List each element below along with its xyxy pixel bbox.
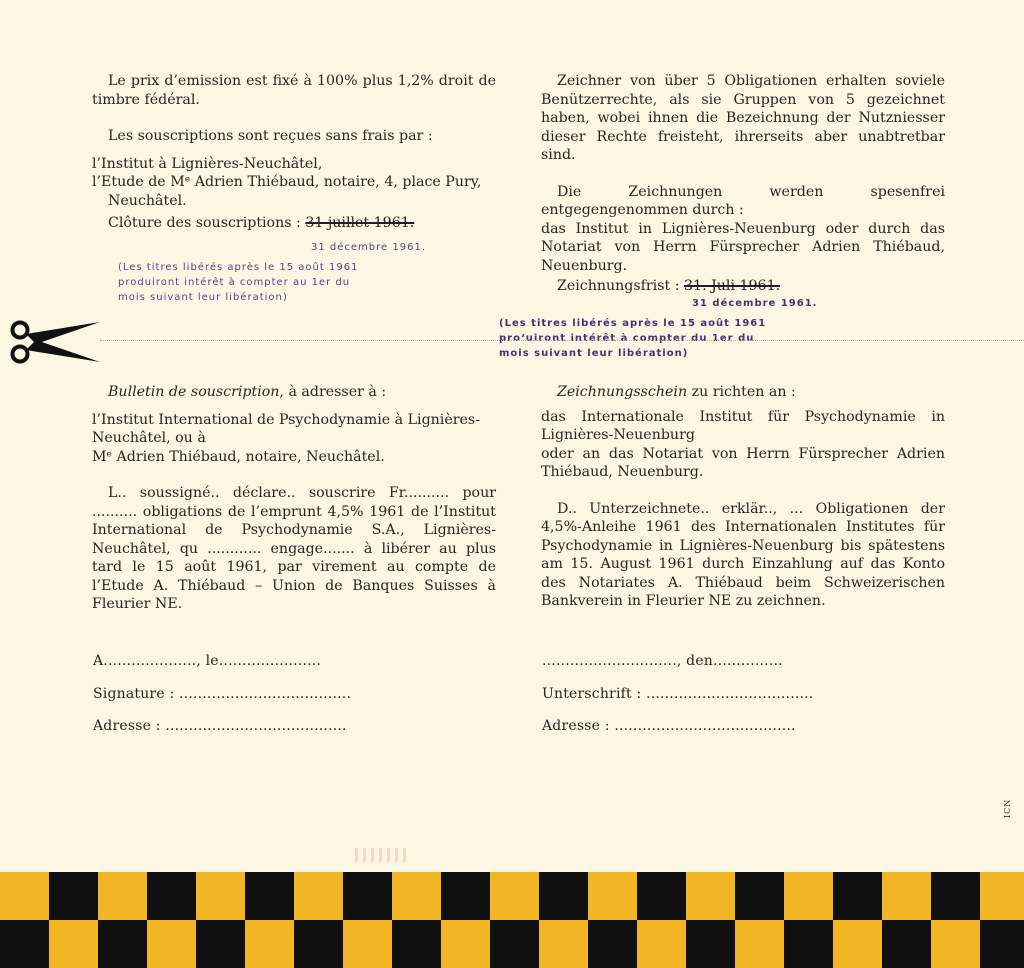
faint-mark [355, 848, 410, 862]
bulletin-rest: , à adresser à : [279, 384, 387, 400]
stamp-note-left-line-1: (Les titres libérés après le 15 août 1961 [118, 262, 359, 273]
bulletin-title: Bulletin de souscription [108, 384, 280, 400]
checkered-border [0, 872, 1024, 968]
bulletin-heading [92, 383, 496, 402]
signature-field-fr[interactable]: Signature : ..................................... [93, 686, 352, 702]
bulletin-address-2: Mᵉ Adrien Thiébaud, notaire, Neuchâtel. [92, 448, 385, 465]
bulletin-address-1: l’Institut International de Psychodynamie à Lignières-Neuchâtel, ou à [92, 411, 480, 446]
stamp-note-right [499, 316, 766, 361]
subscriptions-intro: Les souscriptions sont reçues sans frais par : [108, 128, 433, 144]
zeichnungen-intro: Die Zeichnungen werden spesenfrei entgegengenommen durch : [541, 183, 945, 218]
institute-address: l’Institut à Lignières-Neuchâtel, [92, 155, 323, 172]
zeichnungsschein-rest: zu richten an : [687, 384, 796, 400]
stamp-note-right-line-2: pro‘uiront intérêt à compter du 1er du [499, 333, 755, 344]
zeichnungsschein-title: Zeichnungsschein [557, 384, 688, 400]
cut-line [100, 340, 1024, 341]
zeichnungsfrist-label: Zeichnungsfrist : [557, 278, 685, 294]
printer-mark: ICN [1003, 798, 1012, 818]
zeichnungsschein-heading [541, 383, 945, 402]
stamp-note-right-line-3: mois suivant leur libération) [499, 348, 689, 359]
zeichner-text: Zeichner von über 5 Obligationen erhalten soviele Benützerrechte, als sie Gruppen von 5 gezeichnet haben, wobei ihnen die Bezeichnung der Nutzniesser dieser Rechte freisteht, ihrerseits aber unabtretbar sind. [541, 73, 945, 163]
zeichnungsfrist-line [541, 277, 945, 296]
place-date-field-de[interactable]: ............................., den............... [542, 653, 783, 669]
zeichnungsfrist-date-struck: 31. Juli 1961. [684, 278, 781, 294]
declaration-text-de: D.. Unterzeichnete.. erklär.., ... Obligationen der 4,5%-Anleihe 1961 des Internationalen Institutes für Psychodynamie in Lignières-Neuenburg bis spätestens am 15. August 1961 durch Einzahlung auf das Konto des Notariates A. Thiébaud beim Schweizerischen Bankverein in Fleurier NE zu zeichnen. [541, 500, 945, 609]
signature-field-de[interactable]: Unterschrift : .................................... [542, 686, 814, 702]
address-field-fr[interactable]: Adresse : ....................................... [93, 718, 347, 734]
left-column-upper [92, 72, 496, 233]
left-column-lower [92, 383, 496, 614]
stamp-note-left-line-3: mois suivant leur libération) [118, 292, 288, 303]
institut-notariat-text: das Institut in Lignières-Neuenburg oder durch das Notariat von Herrn Fürsprecher Adrien Thiébaud, Neuenburg. [541, 220, 945, 274]
stamp-note-left-line-2: produiront intérêt à compter au 1er du [118, 277, 351, 288]
right-column-lower [541, 383, 945, 611]
declaration-text-fr: L.. soussigné.. déclare.. souscrire Fr.......... pour .......... obligations de l’emprunt 4,5% 1961 de l’Institut International de Psychodynamie S.A., Lignières-Neuchâtel, qu ............ engage....... à libérer au plus tard le 15 août 1961, par virement au compte de l’Etude A. Thiébaud – Union de Banques Suisses à Fleurier NE. [92, 485, 496, 612]
stamp-date-left: 31 décembre 1961. [311, 242, 426, 253]
closing-date-struck: 31 juillet 1961. [305, 215, 415, 231]
notary-address: l’Etude de Mᵉ Adrien Thiébaud, notaire, 4, place Pury, Neuchâtel. [92, 174, 482, 209]
stamp-note-left [118, 260, 358, 305]
zeichnungsschein-address-1: das Internationale Institut für Psychodynamie in Lignières-Neuenburg [541, 408, 945, 443]
scissors-icon [6, 318, 102, 366]
zeichnungsschein-address-2: oder an das Notariat von Herrn Fürsprecher Adrien Thiébaud, Neuenburg. [541, 445, 945, 480]
emission-price-text: Le prix d’emission est fixé à 100% plus 1,2% droit de timbre fédéral. [92, 73, 496, 108]
stamp-note-right-line-1: (Les titres libérés après le 15 août 1961 [499, 318, 767, 329]
stamp-date-right: 31 décembre 1961. [692, 298, 818, 309]
address-field-de[interactable]: Adresse : ....................................... [542, 718, 796, 734]
closing-label: Clôture des souscriptions : [108, 215, 306, 231]
place-date-field-fr[interactable]: A...................., le...................... [93, 653, 322, 669]
closing-date-line [92, 214, 496, 233]
right-column-upper [541, 72, 945, 296]
